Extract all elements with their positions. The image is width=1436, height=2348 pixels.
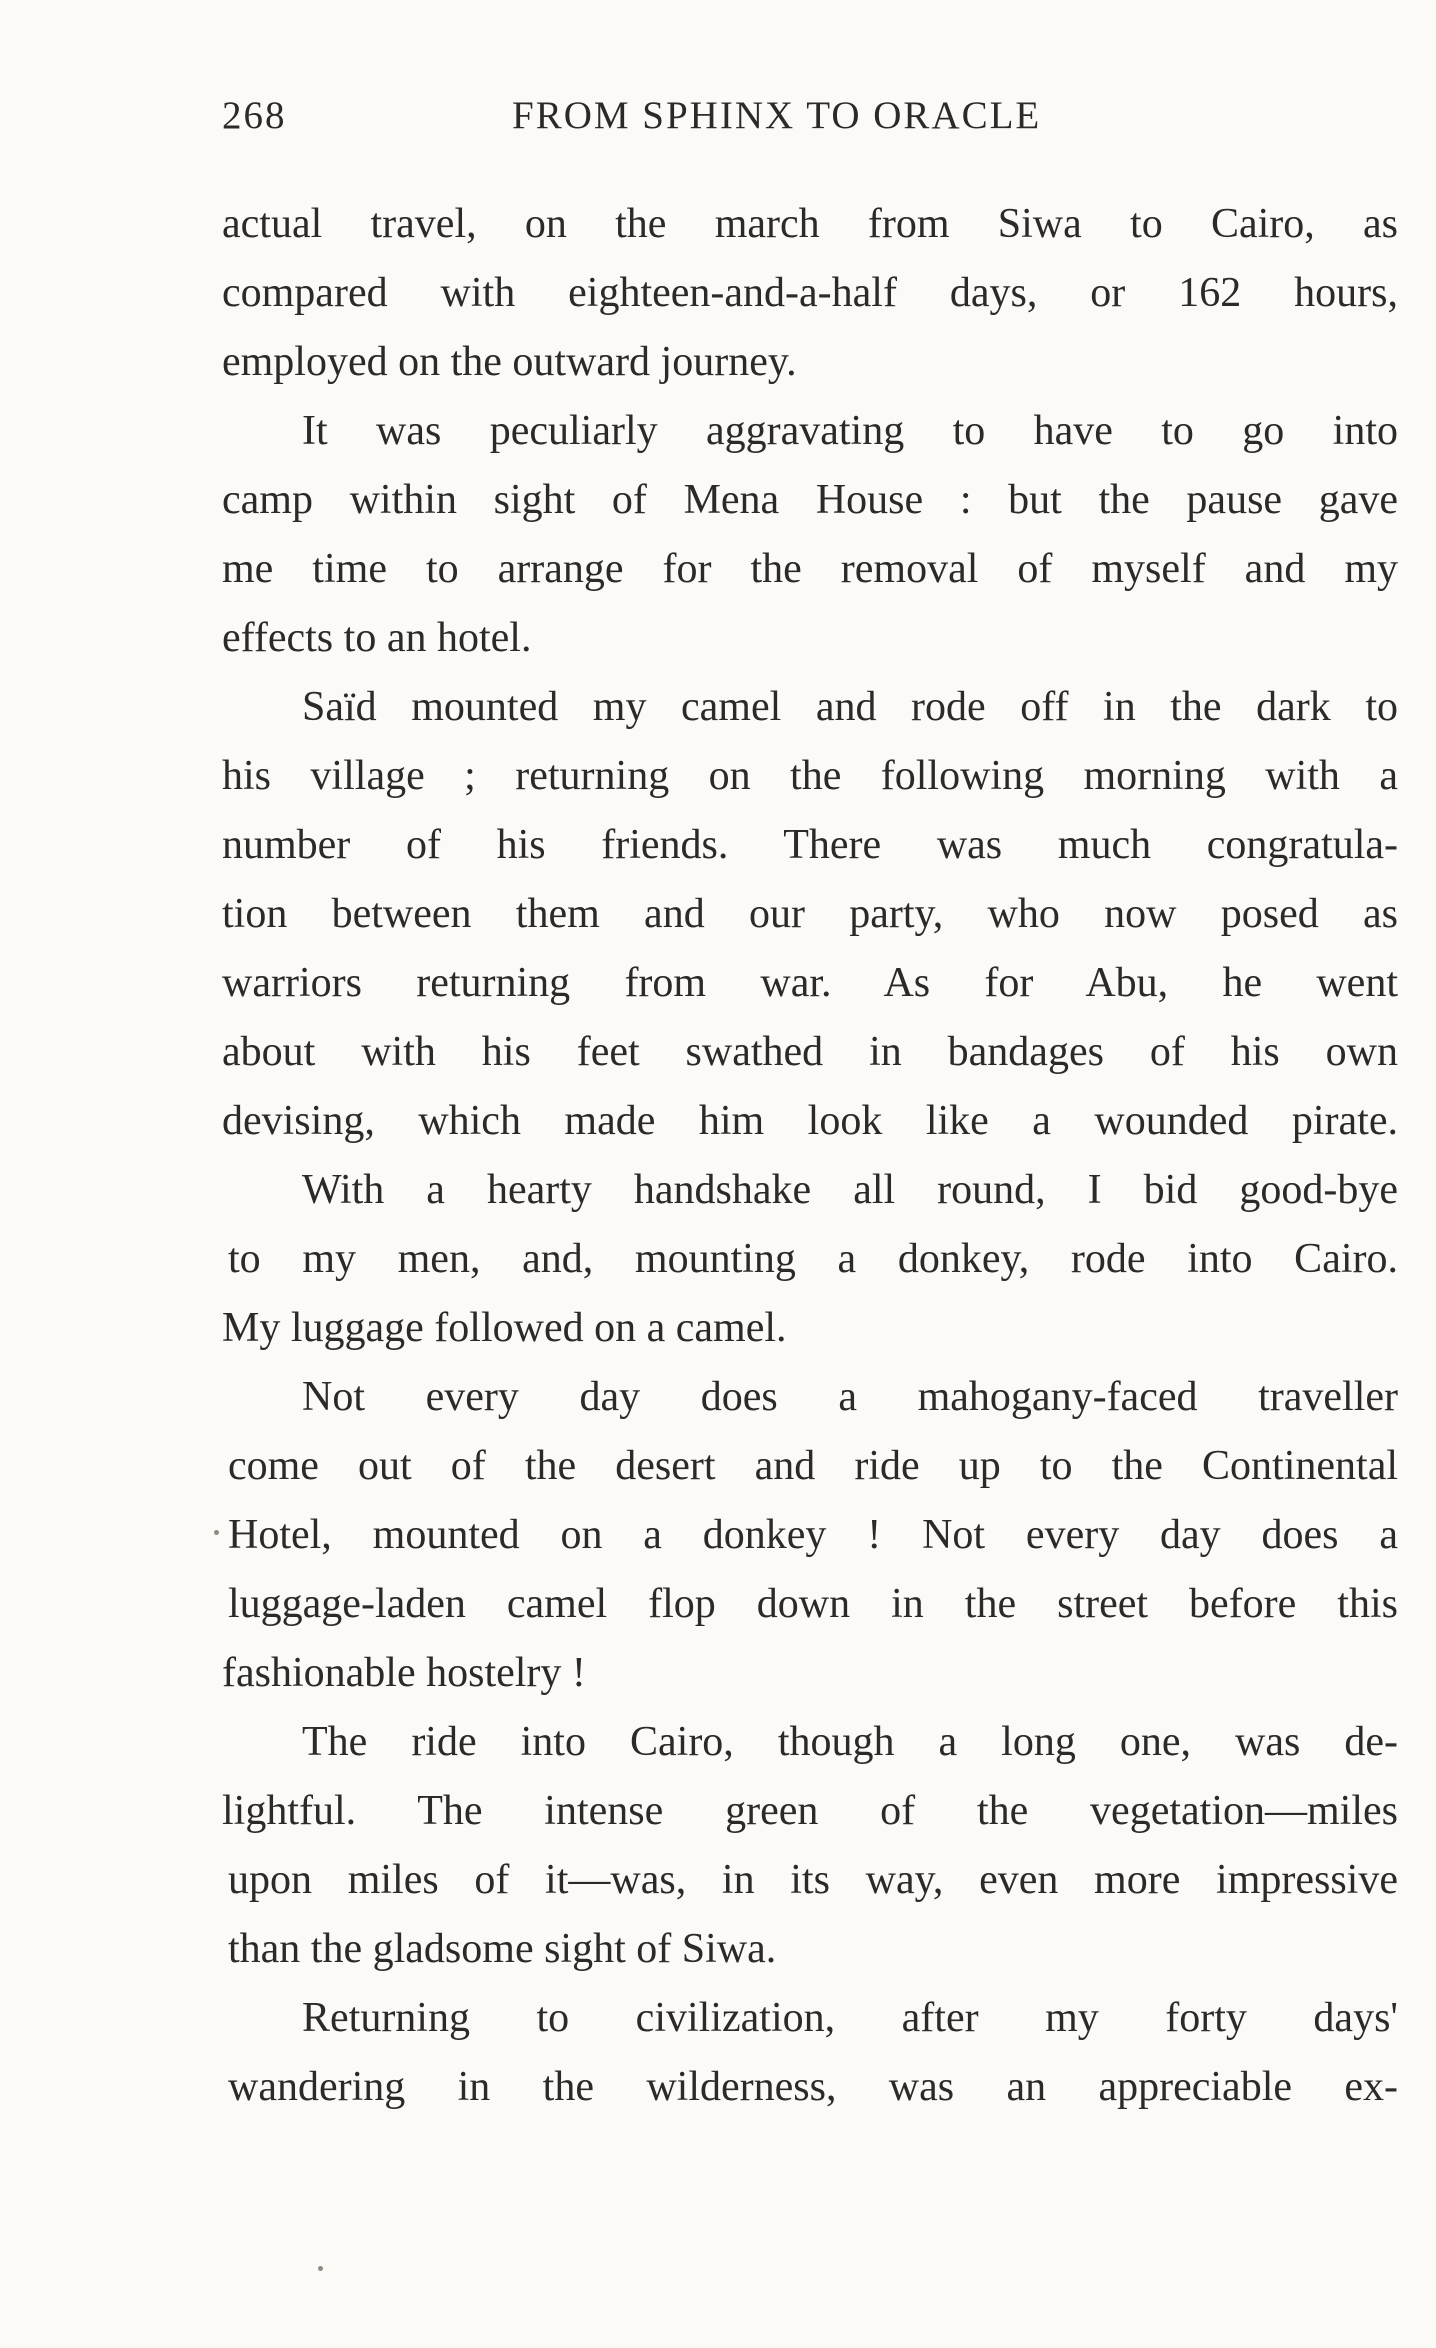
text-line: than the gladsome sight of Siwa. (228, 1926, 777, 1972)
page-number: 268 (222, 94, 287, 137)
text-line: devising, which made him look like a wounded pirate. (222, 1098, 1398, 1144)
paragraph-first-line: Not every day does a mahogany-faced traveller (302, 1374, 1398, 1420)
text-line: fashionable hostelry ! (222, 1650, 586, 1696)
running-title: FROM SPHINX TO ORACLE (512, 94, 1042, 137)
text-line: compared with eighteen-and-a-half days, or 162 hours, (222, 270, 1398, 316)
text-line: number of his friends. There was much congratula- (222, 822, 1398, 868)
text-line: come out of the desert and ride up to the Continental (228, 1443, 1398, 1489)
text-line: Hotel, mounted on a donkey ! Not every day does a (228, 1512, 1398, 1558)
text-line: about with his feet swathed in bandages of his own (222, 1029, 1398, 1075)
text-line: camp within sight of Mena House : but the pause gave (222, 477, 1398, 523)
text-line: effects to an hotel. (222, 615, 532, 661)
text-line: actual travel, on the march from Siwa to Cairo, as (222, 201, 1398, 247)
paragraph-first-line: It was peculiarly aggravating to have to go into (302, 408, 1398, 454)
text-line: upon miles of it—was, in its way, even more impressive (228, 1857, 1398, 1903)
text-line: wandering in the wilderness, was an appreciable ex- (228, 2064, 1398, 2110)
text-line: employed on the outward journey. (222, 339, 797, 385)
running-head (222, 92, 1110, 140)
paragraph-first-line: With a hearty handshake all round, I bid good-bye (302, 1167, 1398, 1213)
paragraph-first-line: Returning to civilization, after my forty days' (302, 1995, 1398, 2041)
text-line: warriors returning from war. As for Abu, he went (222, 960, 1398, 1006)
print-speck (214, 1530, 219, 1535)
text-line: me time to arrange for the removal of myself and my (222, 546, 1398, 592)
paragraph-first-line: The ride into Cairo, though a long one, was de- (302, 1719, 1398, 1765)
text-line: lightful. The intense green of the vegetation—miles (222, 1788, 1398, 1834)
text-line: luggage-laden camel flop down in the street before this (228, 1581, 1398, 1627)
paragraph-first-line: Saïd mounted my camel and rode off in the dark to (302, 684, 1398, 730)
text-line: tion between them and our party, who now posed as (222, 891, 1398, 937)
text-line: to my men, and, mounting a donkey, rode into Cairo. (228, 1236, 1398, 1282)
print-speck (318, 2266, 323, 2271)
text-line: his village ; returning on the following morning with a (222, 753, 1398, 799)
body-text (222, 190, 1398, 2122)
text-line: My luggage followed on a camel. (222, 1305, 787, 1351)
